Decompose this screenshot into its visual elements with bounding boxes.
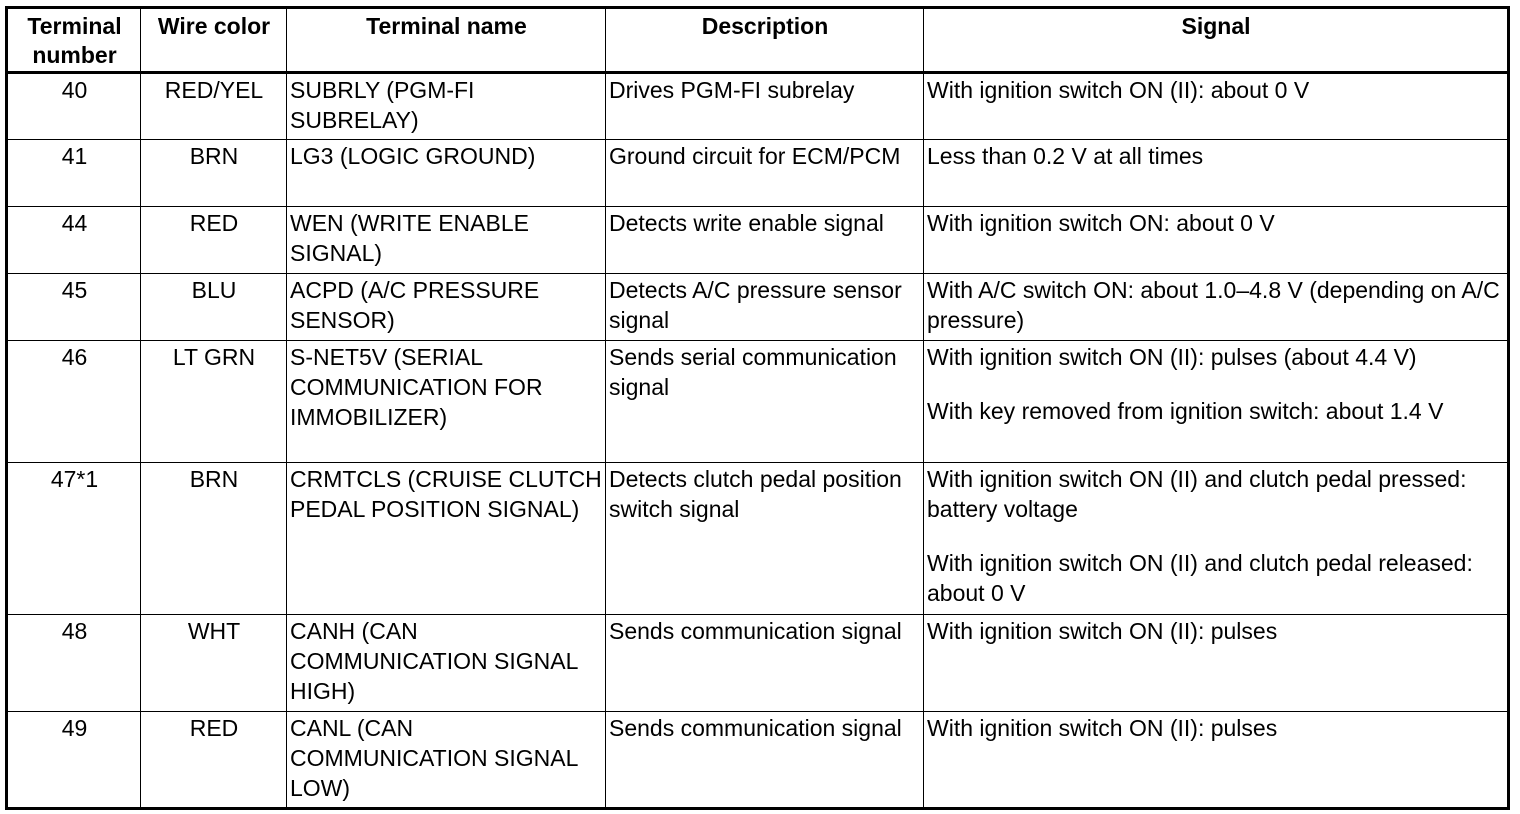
table-row (7, 341, 1509, 463)
cell-terminal-number: 44 (7, 207, 141, 274)
signal-line: With A/C switch ON: about 1.0–4.8 V (depending on A/C pressure) (927, 277, 1500, 333)
header-description: Description (606, 8, 924, 73)
cell-terminal-number: 45 (7, 274, 141, 341)
cell-wire-color: BRN (141, 140, 287, 207)
cell-terminal-name: CANH (CAN COMMUNICATION SIGNAL HIGH) (287, 615, 606, 712)
cell-terminal-name: LG3 (LOGIC GROUND) (287, 140, 606, 207)
cell-signal (924, 463, 1509, 615)
signal-line: With ignition switch ON (II): pulses (927, 715, 1278, 741)
cell-description: Detects clutch pedal position switch signal (606, 463, 924, 615)
cell-terminal-number: 40 (7, 73, 141, 140)
cell-signal (924, 73, 1509, 140)
signal-line: With ignition switch ON (II) and clutch pedal released: about 0 V (927, 550, 1473, 606)
cell-terminal-name: SUBRLY (PGM-FI SUBRELAY) (287, 73, 606, 140)
cell-description: Sends communication signal (606, 615, 924, 712)
cell-description: Sends serial communication signal (606, 341, 924, 463)
signal-line: With ignition switch ON (II): about 0 V (927, 77, 1310, 103)
cell-terminal-name: ACPD (A/C PRESSURE SENSOR) (287, 274, 606, 341)
header-wire-color: Wire color (141, 8, 287, 73)
signal-line: With ignition switch ON (II) and clutch pedal pressed: battery voltage (927, 466, 1467, 522)
cell-signal (924, 207, 1509, 274)
cell-terminal-number: 49 (7, 712, 141, 809)
cell-wire-color: WHT (141, 615, 287, 712)
cell-wire-color: LT GRN (141, 341, 287, 463)
cell-description: Drives PGM-FI subrelay (606, 73, 924, 140)
cell-description: Detects write enable signal (606, 207, 924, 274)
table-header-row (7, 8, 1509, 73)
terminal-table (5, 6, 1510, 810)
cell-terminal-name: CANL (CAN COMMUNICATION SIGNAL LOW) (287, 712, 606, 809)
cell-wire-color: BLU (141, 274, 287, 341)
cell-wire-color: RED/YEL (141, 73, 287, 140)
cell-wire-color: BRN (141, 463, 287, 615)
signal-line: With ignition switch ON (II): pulses (927, 618, 1278, 644)
header-signal: Signal (924, 8, 1509, 73)
cell-terminal-number: 48 (7, 615, 141, 712)
cell-terminal-number: 46 (7, 341, 141, 463)
cell-signal (924, 712, 1509, 809)
header-terminal-number: Terminal number (7, 8, 141, 73)
cell-terminal-name: S-NET5V (SERIAL COMMUNICATION FOR IMMOBILIZER) (287, 341, 606, 463)
cell-signal (924, 341, 1509, 463)
table-row (7, 207, 1509, 274)
signal-line: With key removed from ignition switch: about 1.4 V (927, 398, 1444, 424)
table-row (7, 463, 1509, 615)
cell-signal (924, 140, 1509, 207)
cell-description: Ground circuit for ECM/PCM (606, 140, 924, 207)
table-body (7, 73, 1509, 809)
cell-terminal-name: CRMTCLS (CRUISE CLUTCH PEDAL POSITION SIGNAL) (287, 463, 606, 615)
cell-description: Sends communication signal (606, 712, 924, 809)
cell-description: Detects A/C pressure sensor signal (606, 274, 924, 341)
signal-line: With ignition switch ON (II): pulses (about 4.4 V) (927, 344, 1417, 370)
table-row (7, 712, 1509, 809)
cell-terminal-number: 41 (7, 140, 141, 207)
table-row (7, 274, 1509, 341)
table-row (7, 615, 1509, 712)
cell-terminal-name: WEN (WRITE ENABLE SIGNAL) (287, 207, 606, 274)
table-row (7, 73, 1509, 140)
signal-line: Less than 0.2 V at all times (927, 143, 1204, 169)
table-row (7, 140, 1509, 207)
cell-signal (924, 274, 1509, 341)
header-terminal-name: Terminal name (287, 8, 606, 73)
cell-wire-color: RED (141, 207, 287, 274)
cell-terminal-number: 47*1 (7, 463, 141, 615)
cell-wire-color: RED (141, 712, 287, 809)
cell-signal (924, 615, 1509, 712)
signal-line: With ignition switch ON: about 0 V (927, 210, 1275, 236)
